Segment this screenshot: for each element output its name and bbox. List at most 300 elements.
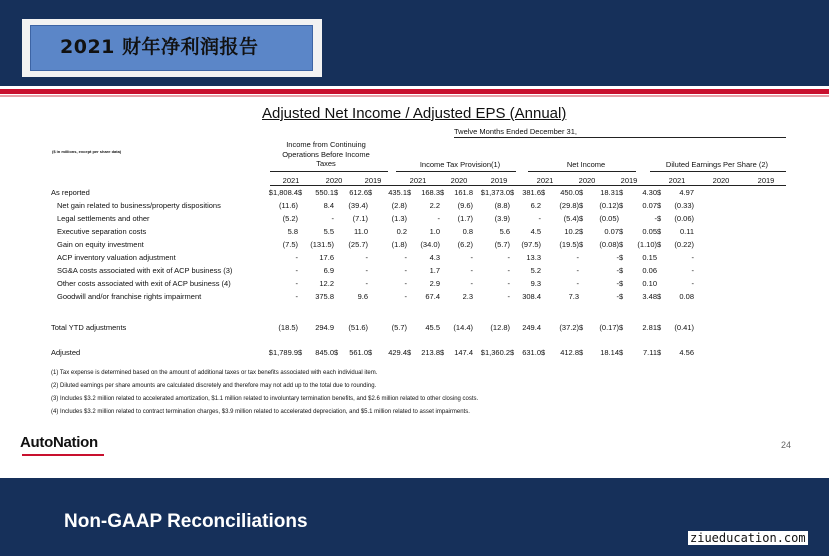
table-cell: 0.08 — [679, 292, 694, 301]
table-cell: - — [538, 214, 541, 223]
table-cell — [510, 212, 519, 225]
table-row — [51, 290, 694, 303]
currency-symbol: $ — [619, 188, 624, 197]
group-header-eps: Diluted Earnings Per Share (2) — [665, 160, 769, 169]
table-cell — [407, 238, 416, 251]
table-cell — [298, 238, 307, 251]
table-cell: 45.5 — [425, 323, 440, 332]
table-cell — [510, 290, 519, 303]
table-cell: 2.2 — [429, 201, 440, 210]
table-cell: 5.5 — [323, 227, 334, 236]
table-cell — [334, 225, 343, 238]
currency-symbol: $ — [407, 188, 412, 197]
table-cell: 5.8 — [287, 227, 298, 236]
table-cell — [368, 251, 385, 264]
table-cell: 429.4 — [388, 348, 407, 357]
table-cell — [298, 277, 307, 290]
group-underline-net-income — [528, 171, 636, 172]
table-cell — [368, 225, 385, 238]
table-cell — [334, 212, 343, 225]
table-cell — [440, 238, 449, 251]
table-cell: - — [365, 266, 368, 275]
table-cell: (29.8) — [559, 201, 579, 210]
table-row — [51, 346, 694, 359]
table-cell: 0.8 — [462, 227, 473, 236]
table-cell: - — [507, 279, 510, 288]
table-cell: 0.07 — [604, 227, 619, 236]
table-cell: (7.1) — [352, 214, 368, 223]
table-cell: - — [507, 292, 510, 301]
table-cell — [298, 321, 307, 334]
table-cell — [619, 212, 632, 225]
table-cell: - — [331, 214, 334, 223]
table-cell: - — [616, 266, 619, 275]
currency-symbol: $ — [657, 323, 662, 332]
table-cell: 550.1 — [315, 188, 334, 197]
table-cell: - — [404, 253, 407, 262]
table-cell: (34.0) — [420, 240, 440, 249]
table-cell: (14.4) — [453, 323, 473, 332]
row-label: Goodwill and/or franchise rights impairment — [57, 292, 202, 301]
table-cell: - — [295, 292, 298, 301]
row-label: Net gain related to business/property dispositions — [57, 201, 221, 210]
table-cell: (1.3) — [391, 214, 407, 223]
table-cell — [541, 290, 550, 303]
table-cell — [407, 212, 416, 225]
table-cell — [541, 238, 550, 251]
table-cell: - — [295, 253, 298, 262]
table-cell: 9.6 — [357, 292, 368, 301]
table-cell — [440, 264, 449, 277]
currency-symbol: $ — [657, 214, 662, 223]
table-cell — [579, 264, 592, 277]
year-header: 2020 — [450, 176, 468, 185]
currency-symbol: $ — [657, 227, 662, 236]
table-cell — [541, 199, 550, 212]
section-title: Non-GAAP Reconciliations — [64, 511, 308, 532]
slide-content — [22, 100, 812, 470]
table-cell: 4.56 — [679, 348, 694, 357]
table-cell — [368, 212, 385, 225]
table-cell: (1.8) — [391, 240, 407, 249]
currency-symbol: $ — [541, 188, 546, 197]
period-label: Twelve Months Ended December 31, — [454, 127, 577, 136]
table-cell: (5.7) — [494, 240, 510, 249]
table-cell — [334, 238, 343, 251]
table-row — [51, 264, 694, 277]
group-header-tax: Income Tax Provision(1) — [419, 160, 501, 169]
table-cell: 435.1 — [388, 188, 407, 197]
table-cell: 1.0 — [429, 227, 440, 236]
table-cell — [510, 251, 519, 264]
table-cell: - — [654, 214, 657, 223]
table-row — [51, 212, 694, 225]
table-cell: - — [404, 266, 407, 275]
table-cell: - — [691, 279, 694, 288]
group-underline-eps — [650, 171, 786, 172]
table-cell — [407, 264, 416, 277]
year-header: 2020 — [712, 176, 730, 185]
table-cell: 4.5 — [530, 227, 541, 236]
watermark-text: ziueducation.com — [690, 531, 806, 545]
table-cell: 381.6 — [522, 188, 541, 197]
currency-symbol: $ — [657, 292, 662, 301]
table-cell — [510, 225, 519, 238]
table-cell — [334, 264, 343, 277]
row-label: Gain on equity investment — [57, 240, 144, 249]
currency-symbol: $ — [440, 348, 445, 357]
table-cell — [407, 321, 416, 334]
currency-symbol: $ — [619, 266, 624, 275]
year-header: 2019 — [490, 176, 508, 185]
currency-symbol: $ — [579, 240, 584, 249]
table-cell: (5.2) — [282, 214, 298, 223]
currency-symbol: $ — [510, 348, 515, 357]
year-header: 2021 — [536, 176, 554, 185]
table-cell: (0.41) — [674, 323, 694, 332]
table-cell: 294.9 — [315, 323, 334, 332]
currency-symbol: $ — [619, 227, 624, 236]
table-cell: - — [576, 266, 579, 275]
row-label: Executive separation costs — [57, 227, 147, 236]
table-cell — [579, 290, 592, 303]
footnote: (4) Includes $3.2 million related to contract termination charges, $3.9 million related to accelerated depreciation, and $5.1 million related to asset impairments. — [51, 409, 470, 415]
group-underline-tax — [396, 171, 516, 172]
table-spacer — [51, 303, 694, 321]
year-header: 2021 — [282, 176, 300, 185]
table-cell: (1.7) — [457, 214, 473, 223]
table-cell — [368, 199, 385, 212]
currency-symbol: $ — [298, 188, 303, 197]
table-cell: $1,789.9 — [268, 348, 298, 357]
table-cell: 4.97 — [679, 188, 694, 197]
table-cell: 8.4 — [323, 201, 334, 210]
currency-symbol: $ — [579, 348, 584, 357]
table-cell: $1,373.0 — [480, 188, 510, 197]
table-cell: (1.10) — [637, 240, 657, 249]
table-cell: (0.08) — [599, 240, 619, 249]
group-underline-pretax — [270, 171, 388, 172]
table-cell: 9.3 — [530, 279, 541, 288]
table-cell: - — [507, 266, 510, 275]
table-cell: 6.2 — [530, 201, 541, 210]
currency-symbol: $ — [579, 201, 584, 210]
table-cell: (12.8) — [490, 323, 510, 332]
table-cell — [510, 238, 519, 251]
table-cell: 6.9 — [323, 266, 334, 275]
table-cell — [368, 238, 385, 251]
table-cell: - — [365, 253, 368, 262]
currency-symbol: $ — [334, 188, 339, 197]
year-header: 2021 — [409, 176, 427, 185]
table-row — [51, 225, 694, 238]
currency-symbol: $ — [619, 279, 624, 288]
table-cell: 0.07 — [642, 201, 657, 210]
currency-symbol: $ — [619, 201, 624, 210]
table-cell: 2.3 — [462, 292, 473, 301]
currency-symbol: $ — [334, 348, 339, 357]
currency-symbol: $ — [619, 240, 624, 249]
currency-symbol: $ — [619, 323, 624, 332]
table-cell: 7.3 — [568, 292, 579, 301]
currency-symbol: $ — [657, 240, 662, 249]
table-cell — [510, 264, 519, 277]
table-cell — [298, 264, 307, 277]
table-cell: (9.6) — [457, 201, 473, 210]
table-cell: - — [691, 266, 694, 275]
title-box — [22, 19, 322, 77]
table-cell — [657, 277, 670, 290]
table-cell: - — [576, 279, 579, 288]
year-header: 2021 — [668, 176, 686, 185]
table-cell: (131.5) — [310, 240, 334, 249]
table-cell: - — [365, 279, 368, 288]
currency-symbol: $ — [579, 214, 584, 223]
currency-symbol: $ — [368, 188, 373, 197]
year-header: 2020 — [325, 176, 343, 185]
red-divider-light — [0, 95, 829, 97]
table-row — [51, 199, 694, 212]
table-cell: - — [470, 253, 473, 262]
table-cell: 2.81 — [642, 323, 657, 332]
table-cell: (11.6) — [278, 201, 298, 210]
table-cell: - — [616, 253, 619, 262]
table-cell: $1,360.2 — [480, 348, 510, 357]
table-cell — [541, 225, 550, 238]
table-cell: 3.48 — [642, 292, 657, 301]
table-cell: 0.06 — [642, 266, 657, 275]
table-cell — [407, 277, 416, 290]
table-cell — [407, 199, 416, 212]
table-cell — [298, 251, 307, 264]
table-cell: 5.6 — [499, 227, 510, 236]
table-cell — [510, 277, 519, 290]
year-header: 2019 — [364, 176, 382, 185]
table-cell: 17.6 — [319, 253, 334, 262]
table-cell — [541, 321, 550, 334]
table-cell — [440, 277, 449, 290]
currency-symbol: $ — [579, 323, 584, 332]
autonation-logo: AutoNation — [20, 434, 98, 451]
table-row — [51, 277, 694, 290]
table-cell — [541, 212, 550, 225]
table-cell — [541, 277, 550, 290]
table-cell: - — [295, 279, 298, 288]
currency-symbol: $ — [619, 292, 624, 301]
units-label: ($ in millions, except per share data) — [52, 149, 122, 154]
currency-symbol: $ — [407, 348, 412, 357]
table-cell — [407, 225, 416, 238]
table-cell: (0.22) — [674, 240, 694, 249]
table-cell: (5.7) — [391, 323, 407, 332]
table-cell — [541, 264, 550, 277]
table-cell — [440, 321, 449, 334]
table-cell: 7.11 — [642, 348, 657, 357]
row-label: Total YTD adjustments — [51, 323, 127, 332]
table-cell — [407, 290, 416, 303]
table-cell — [579, 251, 592, 264]
table-cell — [334, 251, 343, 264]
table-cell: (0.12) — [599, 201, 619, 210]
table-cell: 147.4 — [454, 348, 473, 357]
table-row — [51, 186, 694, 199]
table-cell: (25.7) — [348, 240, 368, 249]
footnote: (2) Diluted earnings per share amounts are calculated discretely and therefore may not add up to the total due to rounding. — [51, 383, 377, 389]
table-row — [51, 321, 694, 334]
table-cell: (0.33) — [674, 201, 694, 210]
table-spacer — [51, 334, 694, 346]
table-cell — [579, 277, 592, 290]
table-cell — [334, 199, 343, 212]
table-cell: 0.05 — [642, 227, 657, 236]
table-cell: - — [404, 292, 407, 301]
row-label: SG&A costs associated with exit of ACP business (3) — [57, 266, 233, 275]
table-cell — [440, 251, 449, 264]
table-cell: 0.15 — [642, 253, 657, 262]
row-label: Legal settlements and other — [57, 214, 150, 223]
table-cell: 308.4 — [522, 292, 541, 301]
group-header-net-income: Net Income — [566, 160, 606, 169]
table-cell: 0.11 — [679, 227, 694, 236]
table-cell — [440, 199, 449, 212]
table-cell: 4.30 — [642, 188, 657, 197]
year-header: 2019 — [757, 176, 775, 185]
table-cell: 412.8 — [560, 348, 579, 357]
page-title: 2021 财年净利润报告 — [60, 36, 259, 58]
table-cell: 11.0 — [353, 227, 368, 236]
table-cell: - — [404, 279, 407, 288]
table-cell: (39.4) — [348, 201, 368, 210]
currency-symbol: $ — [619, 253, 624, 262]
table-cell: - — [576, 253, 579, 262]
footnote: (1) Tax expense is determined based on the amount of additional taxes or tax benefits associated with each individual item. — [51, 370, 378, 376]
table-cell: 561.0 — [349, 348, 368, 357]
table-cell: (0.17) — [599, 323, 619, 332]
table-cell: 2.9 — [429, 279, 440, 288]
table-cell: 0.2 — [396, 227, 407, 236]
year-header: 2020 — [578, 176, 596, 185]
footnote: (3) Includes $3.2 million related to accelerated amortization, $1.1 million related to involuntary termination benefits, and $2.6 million related to other closing costs. — [51, 396, 479, 402]
table-cell: (0.06) — [674, 214, 694, 223]
table-cell: (51.6) — [348, 323, 368, 332]
table-cell — [657, 264, 670, 277]
table-cell: (97.5) — [521, 240, 541, 249]
currency-symbol: $ — [579, 227, 584, 236]
currency-symbol: $ — [657, 201, 662, 210]
table-cell — [368, 264, 385, 277]
currency-symbol: $ — [657, 348, 662, 357]
table-cell — [334, 290, 343, 303]
table-cell: (2.8) — [391, 201, 407, 210]
table-cell: 10.2 — [564, 227, 579, 236]
table-cell — [440, 290, 449, 303]
table-cell: - — [616, 292, 619, 301]
report-heading: Adjusted Net Income / Adjusted EPS (Annual) — [262, 105, 567, 122]
currency-symbol: $ — [440, 188, 445, 197]
table-cell: (3.9) — [494, 214, 510, 223]
table-cell: 161.8 — [454, 188, 473, 197]
table-cell: - — [470, 266, 473, 275]
table-cell: 4.3 — [429, 253, 440, 262]
table-cell: (6.2) — [457, 240, 473, 249]
row-label: ACP inventory valuation adjustment — [57, 253, 176, 262]
currency-symbol: $ — [579, 188, 584, 197]
table-cell: 168.3 — [421, 188, 440, 197]
table-cell — [368, 321, 385, 334]
table-cell: - — [437, 214, 440, 223]
row-label: As reported — [51, 188, 90, 197]
row-label: Other costs associated with exit of ACP business (4) — [57, 279, 231, 288]
financial-table — [51, 186, 694, 359]
table-row — [51, 238, 694, 251]
table-cell: 845.0 — [315, 348, 334, 357]
group-header-pretax: Income from Continuing Operations Before Income Taxes — [282, 140, 370, 168]
table-cell: 612.6 — [349, 188, 368, 197]
table-cell — [440, 225, 449, 238]
currency-symbol: $ — [368, 348, 373, 357]
table-cell — [541, 251, 550, 264]
red-divider — [0, 89, 829, 94]
table-cell — [368, 290, 385, 303]
table-cell: (7.5) — [282, 240, 298, 249]
table-cell — [510, 199, 519, 212]
table-cell: - — [470, 279, 473, 288]
table-cell: 450.0 — [560, 188, 579, 197]
table-cell: $1,808.4 — [268, 188, 298, 197]
table-row — [51, 251, 694, 264]
table-cell — [368, 277, 385, 290]
table-cell — [334, 321, 343, 334]
table-cell: 375.8 — [315, 292, 334, 301]
period-underline — [454, 137, 786, 138]
table-cell: - — [691, 253, 694, 262]
table-cell: 18.31 — [600, 188, 619, 197]
table-cell — [298, 212, 307, 225]
table-cell: 631.0 — [522, 348, 541, 357]
table-cell: 12.2 — [319, 279, 334, 288]
currency-symbol: $ — [657, 188, 662, 197]
table-cell: (19.5) — [559, 240, 579, 249]
table-cell — [298, 290, 307, 303]
table-cell — [298, 199, 307, 212]
table-cell: (0.05) — [599, 214, 619, 223]
table-cell: 13.3 — [526, 253, 541, 262]
table-cell: (18.5) — [278, 323, 298, 332]
table-cell — [510, 321, 519, 334]
table-cell — [334, 277, 343, 290]
table-cell: - — [507, 253, 510, 262]
table-cell: - — [616, 279, 619, 288]
table-cell: 1.7 — [429, 266, 440, 275]
table-cell — [298, 225, 307, 238]
table-cell: 0.10 — [642, 279, 657, 288]
table-cell: 18.14 — [600, 348, 619, 357]
currency-symbol: $ — [619, 348, 624, 357]
table-cell: (5.4) — [563, 214, 579, 223]
table-cell — [657, 251, 670, 264]
page-number: 24 — [781, 440, 792, 450]
year-header: 2019 — [620, 176, 638, 185]
currency-symbol: $ — [541, 348, 546, 357]
logo-accent — [22, 454, 104, 456]
table-cell: - — [295, 266, 298, 275]
table-cell — [407, 251, 416, 264]
table-cell: (8.8) — [494, 201, 510, 210]
table-cell — [440, 212, 449, 225]
currency-symbol: $ — [298, 348, 303, 357]
row-label: Adjusted — [51, 348, 81, 357]
table-cell: 213.8 — [421, 348, 440, 357]
